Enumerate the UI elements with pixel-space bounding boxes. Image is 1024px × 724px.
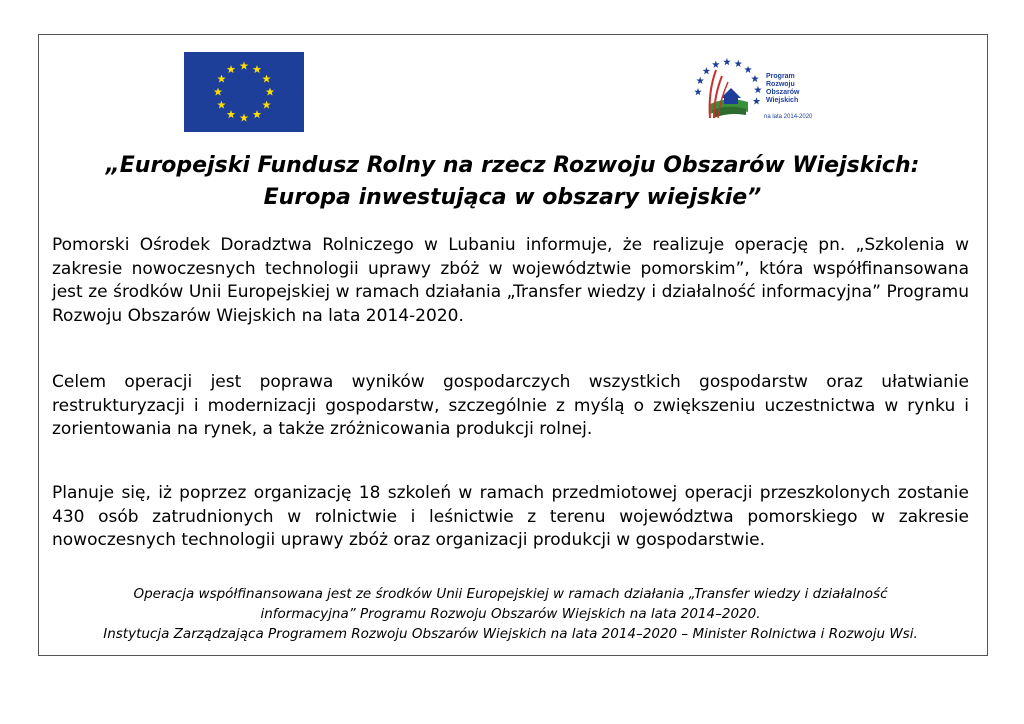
prow-line3: Obszarów: [766, 89, 800, 96]
headline: [60, 150, 965, 214]
paragraph-2: Celem operacji jest poprawa wyników gospodarczych wszystkich gospodarstw oraz ułatwianie restrukturyzacji i modernizacji gospodarstw, szczególnie z myślą o zwiększeniu uczestnictwa w rynku i zorientowania na rynek, a także zróżnicowania produkcji rolnej.: [52, 372, 969, 439]
eu-flag-icon: [184, 52, 304, 132]
footer-line2: informacyjna” Programu Rozwoju Obszarów Wiejskich na lata 2014–2020.: [260, 606, 761, 622]
paragraph-1: Pomorski Ośrodek Doradztwa Rolniczego w Lubaniu informuje, że realizuje operację pn. „Szkolenia w zakresie nowoczesnych technologii uprawy zbóż w województwie pomorskim”, która współfinansowana jest ze środków Unii Europejskiej w ramach działania „Transfer wiedzy i działalność informacyjna” Programu Rozwoju Obszarów Wiejskich na lata 2014-2020.: [52, 235, 969, 326]
footer-line3: Instytucja Zarządzająca Programem Rozwoju Obszarów Wiejskich na lata 2014–2020 – Minister Rolnictwa i Rozwoju Wsi.: [103, 626, 918, 642]
footer-line1: Operacja współfinansowana jest ze środków Unii Europejskiej w ramach działania „Transfer wiedzy i działalność: [133, 586, 888, 602]
prow-period: na lata 2014-2020: [764, 114, 813, 120]
headline-line1: „Europejski Fundusz Rolny na rzecz Rozwoju Obszarów Wiejskich:: [105, 153, 920, 178]
poster-frame: [38, 34, 988, 656]
footer-note: [52, 584, 969, 644]
paragraph-3: Planuje się, iż poprzez organizację 18 szkoleń w ramach przedmiotowej operacji przeszkolonych zostanie 430 osób zatrudnionych w rolnictwie i leśnictwie z terenu województwa pomorskiego w zakresie nowoczesnych technologii uprawy zbóż oraz organizacji produkcji w gospodarstwie.: [52, 483, 969, 550]
prow-line2: Rozwoju: [766, 81, 795, 88]
prow-line1: Program: [766, 73, 795, 80]
headline-line2: Europa inwestująca w obszary wiejskie”: [263, 185, 762, 210]
prow-line4: Wiejskich: [766, 97, 799, 104]
prow-logo-icon: [688, 52, 838, 132]
